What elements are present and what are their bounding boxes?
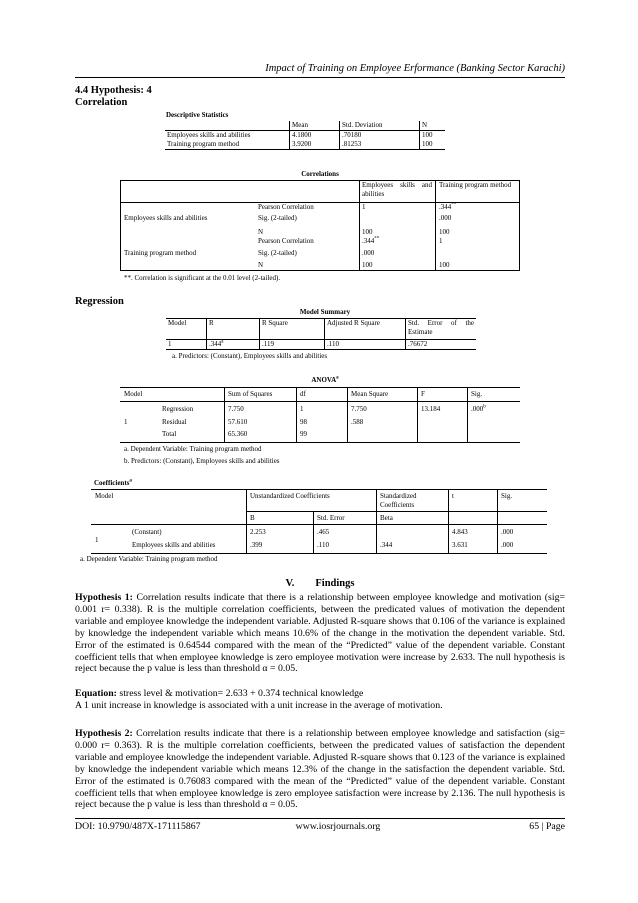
corr-cell: 100 xyxy=(439,228,450,236)
corr-stat-label: Pearson Correlation xyxy=(258,203,314,211)
hypothesis-1-paragraph: Hypothesis 1: Correlation results indicate that there is a relationship between employee knowledge and motivation (sig= 0.001 r= 0.338). R is the multiple correlation coefficients, between the predicated values of motivation the dependent variable and employee knowledge the independent variable. Adjusted R-square shows that 0.106 of the variance is explained by knowledge the independent variable which means 10.6% of the change in the motivation the dependent variable. Std. Error of the estimated is 0.64544 compared with the mean of the “Predicted” value of the dependent variable. Constant coefficient tells that when employee knowledge is zero employee motivation were increase by 2.633. The null hypothesis is reject because the p value is less than threshold α = 0.05. xyxy=(75,592,565,675)
anova-header: F xyxy=(421,390,425,398)
desc-row-label: Training program method xyxy=(167,140,240,148)
corr-cell-sig: .344** xyxy=(362,236,380,245)
coef-cell: 2.253 xyxy=(250,528,266,536)
corr-cell: .000 xyxy=(439,214,452,222)
header-rule xyxy=(75,77,565,78)
ms-header: Model xyxy=(168,319,187,327)
ms-header: Adjusted R Square xyxy=(325,319,406,340)
corr-cell: 100 xyxy=(439,261,450,269)
coef-cell: .399 xyxy=(250,541,263,549)
coef-row-label: Employees skills and abilities xyxy=(132,541,216,549)
desc-row-label: Employees skills and abilities xyxy=(167,131,251,139)
coef-subheader: Std. Error xyxy=(317,514,345,522)
anova-cell: 13.184 xyxy=(421,405,441,413)
corr-stat-label: N xyxy=(258,261,264,269)
desc-header-mean: Mean xyxy=(290,121,340,131)
ms-footnote: a. Predictors: (Constant), Employees skills and abilities xyxy=(172,352,328,360)
anova-header: Mean Square xyxy=(351,390,389,398)
coefficients-title: Coefficients$^a$ xyxy=(94,478,132,487)
corr-col2-header: Training program method xyxy=(439,181,512,189)
desc-header-std: Std. Deviation xyxy=(340,121,420,131)
ms-header: R xyxy=(207,319,260,340)
anova-model: 1 xyxy=(124,418,128,426)
corr-divider-1 xyxy=(359,180,360,271)
corr-cell: .000 xyxy=(362,249,375,257)
coef-cell: .344 xyxy=(380,541,393,549)
anova-cell: .588 xyxy=(351,418,364,426)
anova-header: Model xyxy=(124,390,143,398)
corr-stat-label: Sig. (2-tailed) xyxy=(258,249,297,257)
anova-header-rule xyxy=(120,401,520,402)
corr-footnote: **. Correlation is significant at the 0.01 level (2-tailed). xyxy=(124,274,281,282)
coef-header: Unstandardized Coefficients xyxy=(250,492,330,500)
coef-cell: 3.631 xyxy=(452,541,468,549)
model-summary-table xyxy=(166,318,476,350)
coef-header: Sig. xyxy=(501,492,513,500)
corr-row1-label: Employees skills and abilities xyxy=(124,214,208,222)
ms-cell: .110 xyxy=(325,340,406,350)
ms-cell: .119 xyxy=(260,340,325,350)
findings-title: V. Findings xyxy=(285,578,355,589)
anova-cell: 7.750 xyxy=(228,405,244,413)
corr-cell: 1 xyxy=(362,203,366,211)
regression-heading: Regression xyxy=(75,296,124,307)
corr-cell: 100 xyxy=(362,228,373,236)
equation-line: Equation: stress level & motivation= 2.633 + 0.374 technical knowledge xyxy=(75,688,364,699)
anova-row-label: Residual xyxy=(162,418,187,426)
coef-footnote: a. Dependent Variable: Training program method xyxy=(80,555,218,563)
corr-cell: 100 xyxy=(362,261,373,269)
coef-header: t xyxy=(452,492,454,500)
anova-title: ANOVA$^a$ xyxy=(311,375,339,384)
hypothesis-heading: 4.4 Hypothesis: 4 xyxy=(75,85,152,96)
anova-footnote-b: b. Predictors: (Constant), Employees skills and abilities xyxy=(124,457,280,465)
desc-cell: .81253 xyxy=(340,140,420,150)
model-summary-title: Model Summary xyxy=(299,308,351,316)
desc-cell: .70180 xyxy=(340,131,420,141)
coef-model: 1 xyxy=(95,536,99,544)
anova-header: df xyxy=(300,390,306,398)
anova-cell-sig: .000$^b$ xyxy=(471,404,486,413)
coef-cell: .000 xyxy=(501,541,514,549)
coef-header: Standardized Coefficients xyxy=(380,492,417,509)
correlation-heading: Correlation xyxy=(75,97,128,108)
anova-footnote-a: a. Dependent Variable: Training program method xyxy=(124,445,262,453)
anova-cell: 99 xyxy=(300,430,307,438)
coef-cell: .110 xyxy=(317,541,329,549)
coef-cell: .465 xyxy=(317,528,330,536)
corr-cell: 1 xyxy=(439,237,443,245)
anova-cell: 7.750 xyxy=(351,405,367,413)
footer-rule xyxy=(75,818,565,819)
footer-doi: DOI: 10.9790/487X-171115867 xyxy=(75,821,201,832)
corr-col1-header: Employees skills and abilities xyxy=(362,181,432,198)
ms-cell: 1 xyxy=(168,340,172,348)
footer-page: 65 | Page xyxy=(529,821,565,832)
anova-frame xyxy=(120,387,520,443)
coef-header-rule xyxy=(91,524,547,525)
ms-cell: .76672 xyxy=(406,340,477,350)
correlations-title: Correlations xyxy=(301,170,339,178)
ms-header: R Square xyxy=(260,319,325,340)
anova-cell: 65.360 xyxy=(228,430,248,438)
desc-cell: 3.9200 xyxy=(290,140,340,150)
anova-header: Sum of Squares xyxy=(228,390,273,398)
corr-row2-label: Training program method xyxy=(124,249,197,257)
anova-header: Sig. xyxy=(471,390,483,398)
coef-cell: 4.843 xyxy=(452,528,468,536)
anova-cell: 98 xyxy=(300,418,307,426)
descriptive-table xyxy=(165,121,445,150)
running-title: Impact of Training on Employee Erformance (Banking Sector Karachi) xyxy=(265,63,565,74)
corr-divider-2 xyxy=(435,180,436,271)
coef-subheader: Beta xyxy=(380,514,393,522)
anova-row-label: Total xyxy=(162,430,177,438)
corr-stat-label: Pearson Correlation xyxy=(258,237,314,245)
ms-cell-r: .344$^a$ xyxy=(207,340,260,350)
desc-cell: 4.1800 xyxy=(290,131,340,141)
footer-site: www.iosrjournals.org xyxy=(295,821,381,832)
coef-header: Model xyxy=(95,492,114,500)
corr-header-rule xyxy=(120,202,520,203)
hypothesis-2-paragraph: Hypothesis 2: Correlation results indicate that there is a relationship between employee knowledge and satisfaction (sig= 0.000 r= 0.363). R is the multiple correlation coefficients, between the predicated values of satisfaction the dependent variable and employee knowledge the independent variable. Adjusted R-square shows that 0.123 of the variance is explained by knowledge the independent variable which means 12.3% of the change in the satisfaction the dependent variable. Std. Error of the estimated is 0.76083 compared with the mean of the “Predicted” value of the dependent variable. Constant coefficient tells that when employee knowledge is zero employee satisfaction were increase by 2.136. The null hypothesis is reject because the p value is less than threshold α = 0.05. xyxy=(75,728,566,811)
corr-stat-label: N xyxy=(258,228,264,236)
anova-cell: 1 xyxy=(300,405,304,413)
ms-header: Std. Error of the Estimate xyxy=(406,319,477,340)
coef-subheader: B xyxy=(250,514,255,522)
descriptive-title: Descriptive Statistics xyxy=(166,111,229,119)
desc-cell: 100 xyxy=(420,131,446,141)
desc-header-n: N xyxy=(420,121,446,131)
correlations-frame xyxy=(120,180,520,271)
coef-cell: .000 xyxy=(501,528,514,536)
anova-row-label: Regression xyxy=(162,405,194,413)
coef-row-label: (Constant) xyxy=(132,528,162,536)
corr-cell-sig: .344** xyxy=(439,202,457,211)
desc-cell: 100 xyxy=(420,140,446,150)
corr-stat-label: Sig. (2-tailed) xyxy=(258,214,297,222)
anova-cell: 57.610 xyxy=(228,418,248,426)
unit-increase-line: A 1 unit increase in knowledge is associated with a unit increase in the average of motivation. xyxy=(75,700,443,711)
